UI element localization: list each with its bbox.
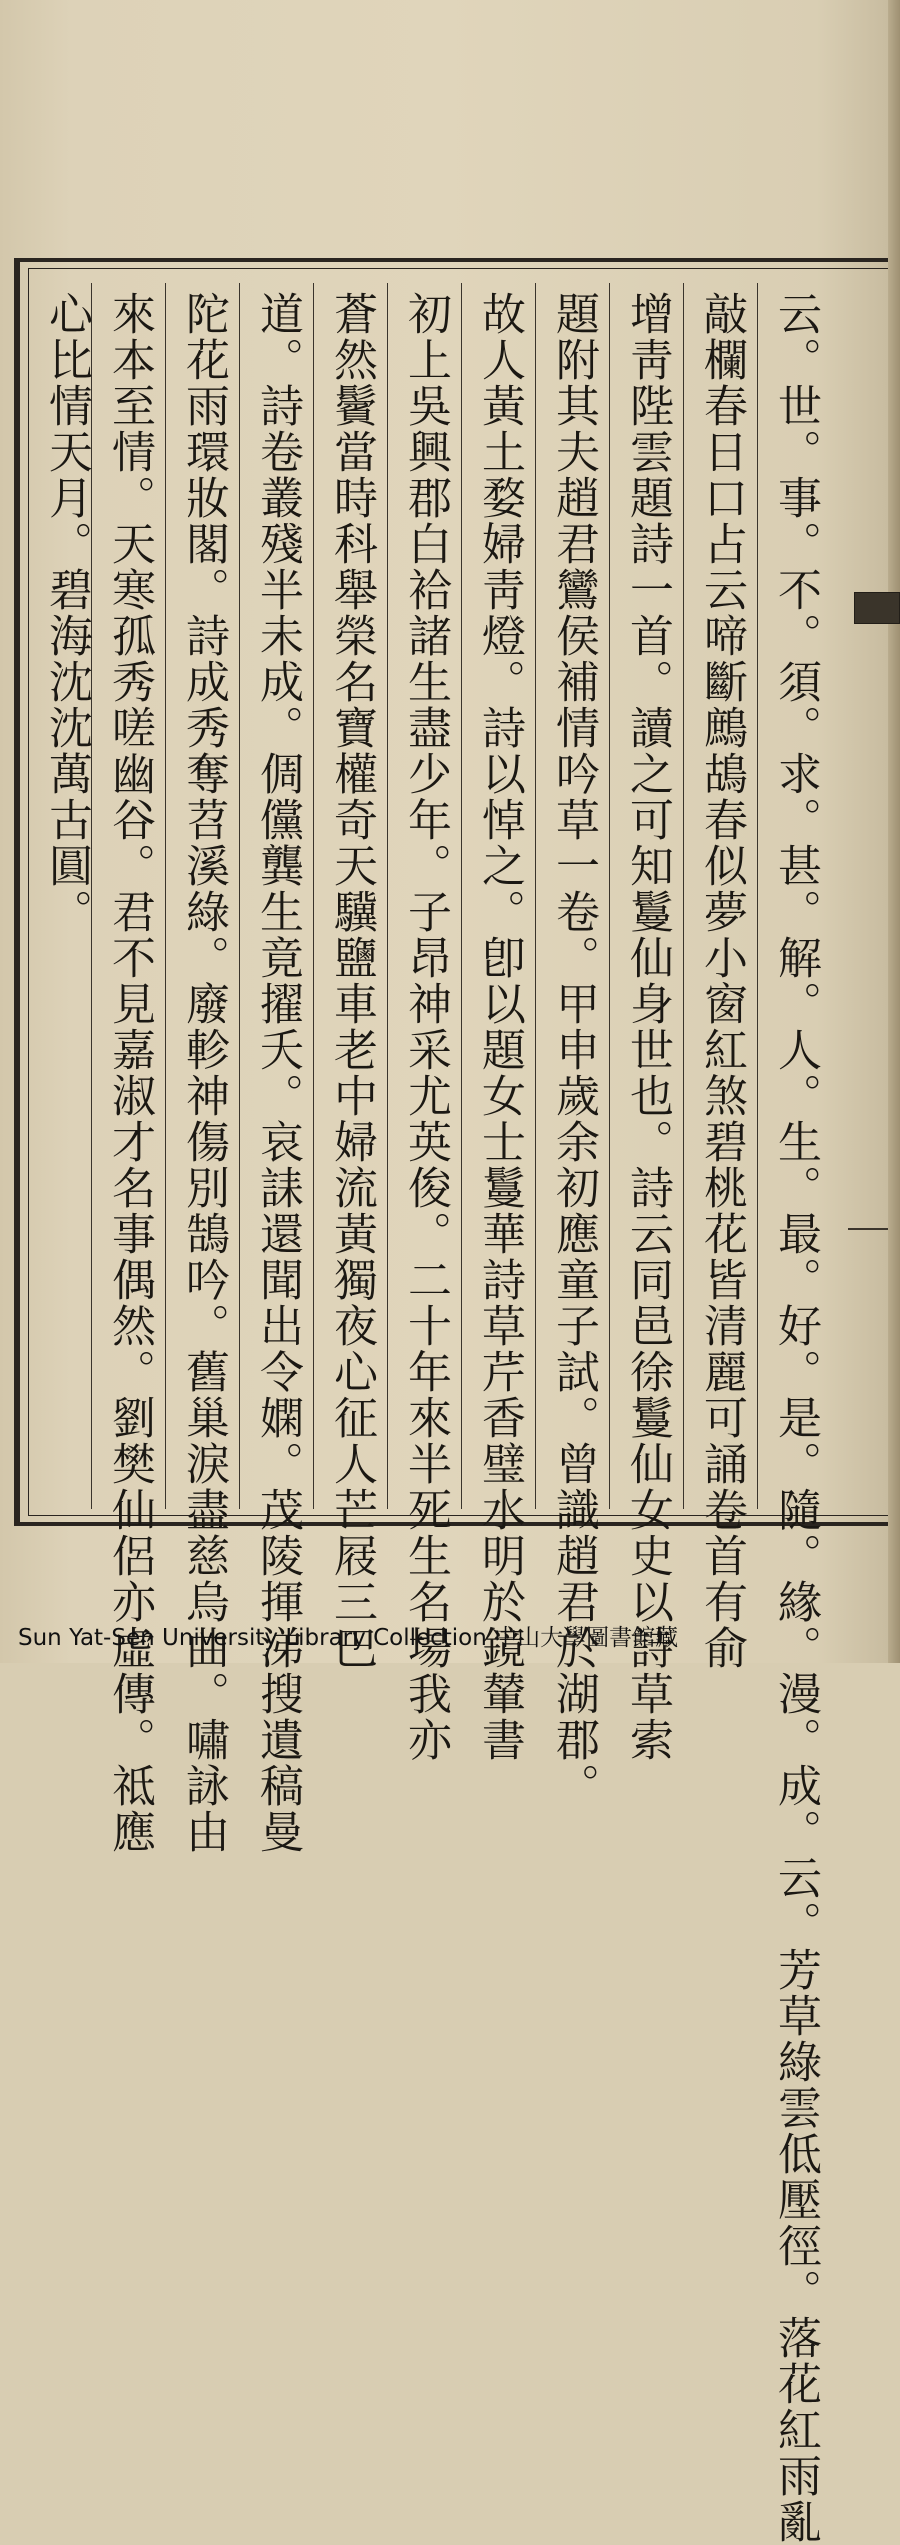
column-text: 敲欄春日口占云啼斷鷓鴣春似夢小窗紅煞碧桃花皆清麗可誦卷首有俞 [696,291,747,1671]
page-fold [888,0,900,1663]
text-column-8 [239,283,313,1855]
text-column-11 [29,283,103,1509]
column-text: 題附其夫趙君鸞侯補情吟草一卷。甲申歲余初應童子試。曾識趙君於湖郡。 [548,291,599,1809]
text-column-4 [535,283,609,1809]
text-column-6 [387,283,461,1763]
text-column-3 [609,283,683,1763]
column-text: 云。世。事。不。須。求。甚。解。人。生。最。好。是。隨。緣。漫。成。云。芳草綠雲低壓徑。落花紅雨亂 [770,291,821,2545]
text-column-2 [683,283,757,1671]
column-text: 道。詩卷叢殘半未成。倜儻龔生竟擢夭。哀誄還聞出令嫻。茂陵揮涕搜遺稿曼 [252,291,303,1855]
text-column-5 [461,283,535,1763]
collection-credit: Sun Yat-Sen University Library Collection 中山大學圖書館藏 [18,1625,679,1651]
column-text: 增靑陛雲題詩一首。讀之可知鬘仙身世也。詩云同邑徐鬘仙女史以詩草索 [622,291,673,1763]
column-text: 蒼然鬢當時科舉榮名寶權奇天驥鹽車老中婦流黃獨夜心征人芒屐三巴 [326,291,377,1671]
text-column-1 [757,283,831,2545]
column-text: 陀花雨環妝閣。詩成秀奪苕溪綠。廢軫神傷別鵠吟。舊巢淚盡慈烏曲。嘯詠由 [178,291,229,1855]
column-text: 來本至情。天寒孤秀嗟幽谷。君不見嘉淑才名事偶然。劉樊仙侶亦虛傳。祗應 [104,291,155,1855]
column-text: 心比情天月。碧海沈沈萬古圓。 [41,291,92,935]
text-column-7 [313,283,387,1671]
text-column-9 [165,283,239,1855]
column-text: 初上吳興郡白袷諸生盡少年。子昂神采尤英俊。二十年來半死生名場我亦 [400,291,451,1763]
column-text: 故人黃土婺婦靑燈。詩以悼之。卽以題女士鬘華詩草芹香璧水明於鏡輦書 [474,291,525,1763]
